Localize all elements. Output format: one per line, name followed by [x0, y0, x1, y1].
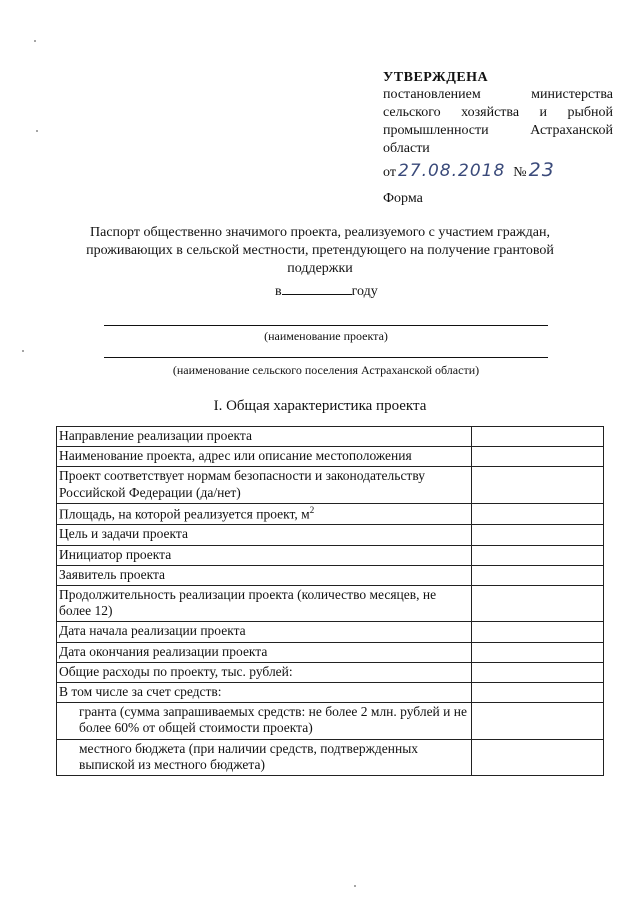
row-label: Проект соответствует нормам безопасности и законодательству Российской Федерации (да/нет)	[57, 467, 472, 503]
approval-block	[383, 70, 613, 179]
project-name-rule	[104, 325, 548, 326]
row-label: гранта (сумма запрашиваемых средств: не более 2 млн. рублей и не более 60% от общей стоимости проекта)	[57, 703, 472, 739]
approval-line-3: промышленности Астраханской	[383, 122, 613, 138]
row-label: Инициатор проекта	[57, 545, 472, 565]
row-value[interactable]	[472, 503, 604, 525]
area-label: Площадь, на которой реализуется проект, м	[59, 506, 310, 522]
row-label: Продолжительность реализации проекта (количество месяцев, не более 12)	[57, 586, 472, 622]
approval-heading: УТВЕРЖДЕНА	[383, 70, 489, 85]
approval-date-line	[383, 159, 613, 179]
row-value[interactable]	[472, 467, 604, 503]
form-label: Форма	[383, 191, 423, 206]
scan-speck	[36, 130, 38, 132]
handwritten-date: 27.08.2018	[397, 160, 506, 181]
row-value[interactable]	[472, 545, 604, 565]
row-value[interactable]	[472, 447, 604, 467]
row-label: Цель и задачи проекта	[57, 525, 472, 545]
table-row	[57, 545, 604, 565]
table-row	[57, 739, 604, 775]
project-name-caption: (наименование проекта)	[264, 329, 388, 343]
year-prefix: в	[275, 284, 282, 299]
row-value[interactable]	[472, 565, 604, 585]
title-line-2: проживающих в сельской местности, претендующего на получение грантовой	[86, 243, 554, 258]
settlement-rule	[104, 357, 548, 358]
row-label: Дата начала реализации проекта	[57, 622, 472, 642]
date-prefix: от	[383, 164, 396, 180]
row-value[interactable]	[472, 586, 604, 622]
table-row	[57, 682, 604, 702]
approval-line-4: области	[383, 140, 430, 156]
approval-line-1: постановлением министерства	[383, 86, 613, 102]
table-row	[57, 467, 604, 503]
row-value[interactable]	[472, 525, 604, 545]
row-label-area	[57, 503, 472, 525]
scan-speck	[34, 40, 36, 42]
settlement-caption: (наименование сельского поселения Астраханской области)	[172, 363, 480, 377]
title-line-3: поддержки	[287, 261, 353, 276]
scan-speck	[354, 885, 356, 887]
title-line-1: Паспорт общественно значимого проекта, реализуемого с участием граждан,	[90, 225, 550, 240]
scan-speck	[22, 350, 24, 352]
row-value[interactable]	[472, 739, 604, 775]
document-title	[60, 225, 580, 279]
table-row	[57, 622, 604, 642]
row-label: В том числе за счет средств:	[57, 682, 472, 702]
table-row	[57, 703, 604, 739]
row-value[interactable]	[472, 622, 604, 642]
area-superscript: 2	[309, 504, 315, 515]
table-row	[57, 565, 604, 585]
row-label: Заявитель проекта	[57, 565, 472, 585]
row-value[interactable]	[472, 703, 604, 739]
row-value[interactable]	[472, 682, 604, 702]
row-value[interactable]	[472, 642, 604, 662]
row-label: Дата окончания реализации проекта	[57, 642, 472, 662]
table-row	[57, 427, 604, 447]
year-suffix: году	[351, 284, 378, 299]
row-value[interactable]	[472, 427, 604, 447]
row-label: местного бюджета (при наличии средств, подтвержденных выпиской из местного бюджета)	[57, 739, 472, 775]
project-characteristics-table	[56, 426, 604, 776]
approval-line-2: сельского хозяйства и рыбной	[383, 104, 613, 120]
table-row	[57, 503, 604, 525]
year-blank	[282, 280, 352, 295]
row-label: Направление реализации проекта	[57, 427, 472, 447]
table-row	[57, 447, 604, 467]
table-row	[57, 525, 604, 545]
number-symbol: №	[513, 164, 527, 180]
row-label: Наименование проекта, адрес или описание местоположения	[57, 447, 472, 467]
table-row	[57, 662, 604, 682]
handwritten-number: 23	[528, 158, 555, 181]
row-label: Общие расходы по проекту, тыс. рублей:	[57, 662, 472, 682]
table-row	[57, 586, 604, 622]
year-line	[275, 280, 378, 301]
row-value[interactable]	[472, 662, 604, 682]
section-title: I. Общая характеристика проекта	[213, 398, 427, 414]
table-row	[57, 642, 604, 662]
